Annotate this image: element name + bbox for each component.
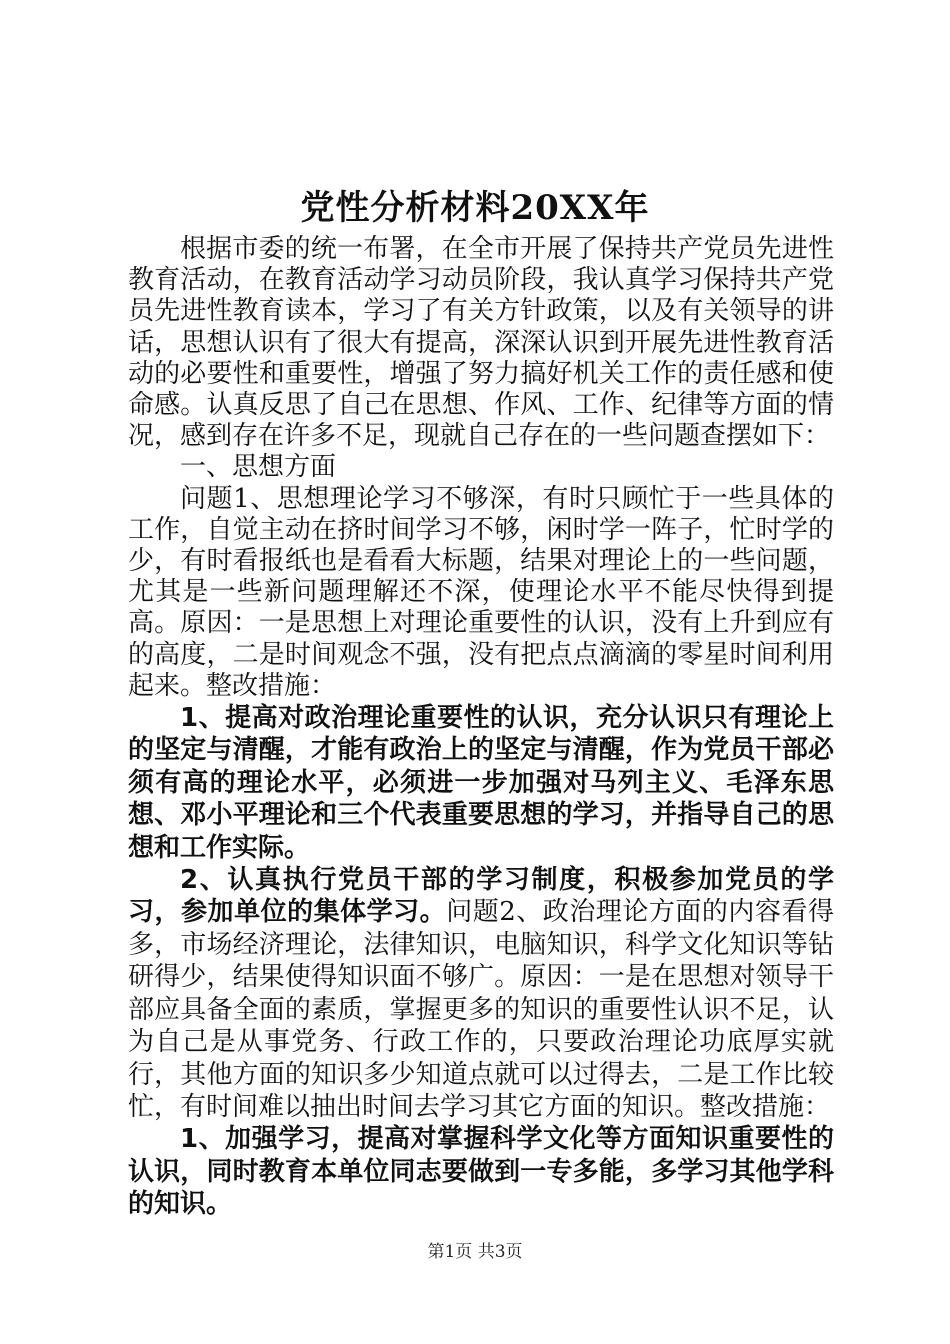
measure-2-bold-text: 2、认真执行党员干部的学习制度，积极参加党员的学习，参加单位的集体学习。 (128, 865, 834, 928)
section-heading-thought: 一、思想方面 (180, 452, 337, 483)
page-footer: 第1页 共3页 (427, 1242, 523, 1262)
document-title: 党性分析材料20XX年 (300, 188, 650, 228)
paragraph-measure-3: 1、加强学习，提高对掌握科学文化等方面知识重要性的认识，同时教育本单位同志要做到一专多能，多学习其他学科的知识。 (128, 1124, 834, 1220)
paragraph-measure-1: 1、提高对政治理论重要性的认识，充分认识只有理论上的坚定与清醒，才能有政治上的坚定与清醒，作为党员干部必须有高的理论水平，必须进一步加强对马列主义、毛泽东思想、邓小平理论和三个代表重要思想的学习，并指导自己的思想和工作实际。 (128, 703, 834, 863)
paragraph-intro: 根据市委的统一布署，在全市开展了保持共产党员先进性教育活动，在教育活动学习动员阶段，我认真学习保持共产党员先进性教育读本，学习了有关方针政策，以及有关领导的讲话，思想认识有了很大有提高，深深认识到开展先进性教育活动的必要性和重要性，增强了努力搞好机关工作的责任感和使命感。认真反思了自己在思想、作风、工作、纪律等方面的情况，感到存在许多不足，现就自己存在的一些问题查摆如下： (128, 234, 834, 452)
paragraph-problem-1: 问题1、思想理论学习不够深，有时只顾忙于一些具体的工作，自觉主动在挤时间学习不够，闲时学一阵子，忙时学的少，有时看报纸也是看看大标题，结果对理论上的一些问题，尤其是一些新问题理解还不深，使理论水平不能尽快得到提高。原因：一是思想上对理论重要性的认识，没有上升到应有的高度，二是时间观念不强，没有把点点滴滴的零星时间利用起来。整改措施： (128, 483, 834, 701)
document-body (128, 234, 834, 1221)
paragraph-measure-2 (128, 864, 834, 1123)
problem-2-text: 问题2、政治理论方面的内容看得多，市场经济理论，法律知识，电脑知识，科学文化知识等钻研得少，结果使得知识面不够广。原因：一是在思想对领导干部应具备全面的素质，掌握更多的知识的重要性认识不足，认为自己是从事党务、行政工作的，只要政治理论功底厚实就行，其他方面的知识多少知道点就可以过得去，二是工作比较忙，有时间难以抽出时间去学习其它方面的知识。整改措施： (128, 897, 834, 1122)
